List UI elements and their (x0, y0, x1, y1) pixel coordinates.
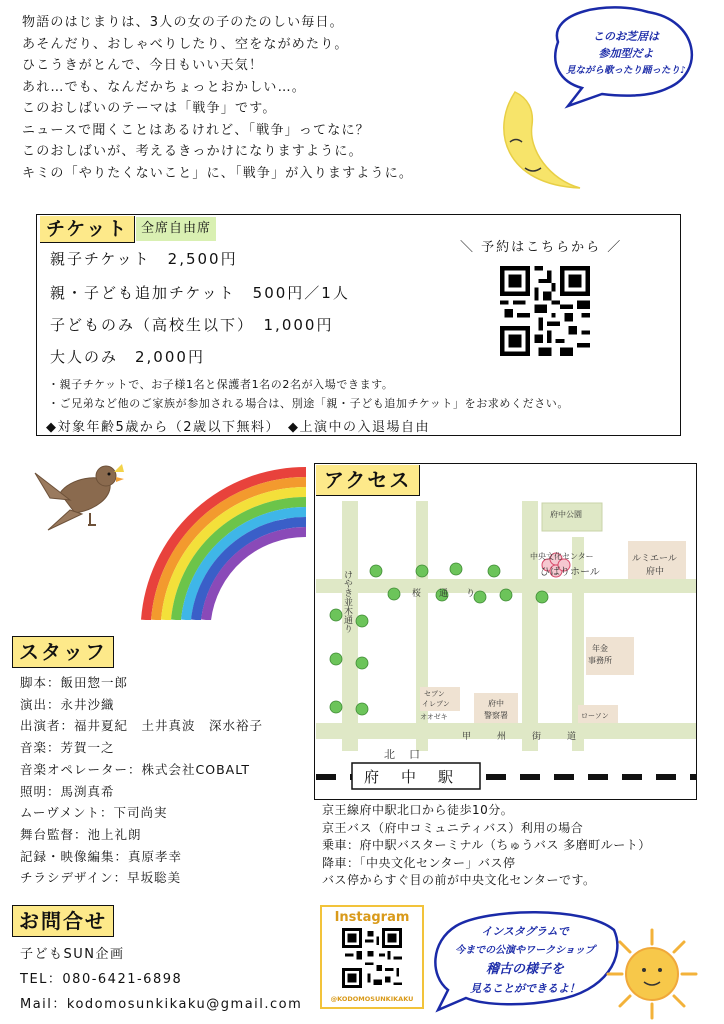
map-label-hall: 中央文化センター (530, 552, 594, 561)
intro-line: このおしばいのテーマは「戦争」です。 (22, 101, 277, 116)
map-label-keyaki-street: けやき並木通り (342, 570, 352, 633)
ticket-note: ・親子チケットで、お子様1名と保護者1名の2名が入場できます。 (48, 378, 394, 391)
staff-line: チラシデザイン：早坂聡美 (20, 870, 182, 886)
reservation-qr-code[interactable] (500, 266, 590, 356)
access-line: 京王バス（府中コミュニティバス）利用の場合 (322, 820, 584, 835)
sun-illustration (602, 926, 702, 1022)
contact-list (20, 942, 302, 1017)
map-label-lumine-fuchu: 府中 (646, 567, 665, 577)
map-label-police: 府中 (488, 699, 504, 708)
map-label-koshu-road: 甲州街道 (462, 732, 603, 742)
intro-line: このおしばいが、考えるきっかけになりますように。 (22, 144, 363, 159)
bubble-top-line: このお芝居は (593, 30, 659, 43)
map-label-pension: 年金 (592, 644, 608, 653)
price-additional: 親・子ども追加チケット 500円／1人 (50, 284, 350, 302)
ticket-title: チケット (40, 216, 135, 243)
staff-title: スタッフ (12, 636, 114, 668)
staff-line: 演出：永井沙織 (20, 696, 115, 712)
access-line: バス停からすぐ目の前が中央文化センターです。 (322, 873, 596, 887)
map-label-north-exit: 北口 (384, 748, 434, 761)
access-line: 乗車：府中駅バスターミナル（ちゅうバス 多磨町ルート） (322, 838, 651, 852)
access-line: 降車：「中央文化センター」バス停 (322, 855, 516, 870)
map-label-sakura-street: 桜通り (412, 589, 494, 599)
price-child-only: 子どものみ（高校生以下） 1,000円 (50, 316, 334, 334)
staff-line: 脚本：飯田惣一郎 (20, 675, 129, 690)
bubble-bottom-line: 見ることができるよ！ (470, 982, 580, 995)
map-label-park: 府中公園 (550, 510, 582, 519)
staff-line: 音楽：芳賀一之 (20, 740, 115, 756)
bird-illustration (30, 458, 130, 538)
intro-line: キミの「やりたくないこと」に、「戦争」が入りますように。 (22, 165, 414, 181)
access-directions (322, 802, 712, 890)
bubble-top-line: 参加型だよ (598, 47, 654, 60)
map-label-pension-office: 事務所 (588, 656, 612, 665)
map-label-seven: セブン (424, 690, 445, 698)
reserve-label: ＼ 予約はこちらから ／ (460, 240, 623, 255)
bubble-top-text (556, 28, 696, 79)
map-label-police-station: 警察署 (484, 711, 508, 720)
staff-line: 記録・映像編集：真原孝幸 (20, 848, 183, 864)
intro-line: ひこうきがとんで、今日もいい天気！ (22, 58, 264, 73)
contact-email[interactable]: Mail：kodomosunkikaku@gmail.com (20, 997, 303, 1012)
staff-line: ムーヴメント：下司尚実 (20, 805, 168, 821)
price-parent-child: 親子チケット 2,500円 (50, 250, 238, 268)
staff-line: 出演者：福井夏紀 土井真波 深水裕子 (20, 718, 264, 734)
ticket-policy: ◆対象年齢5歳から（2歳以下無料） ◆上演中の入退場自由 (46, 420, 431, 435)
contact-org: 子どもSUN企画 (20, 947, 125, 962)
rainbow-illustration (126, 460, 306, 620)
bubble-top-line: 見ながら歌ったり踊ったり♪ (565, 65, 687, 76)
access-map (316, 497, 696, 797)
map-label-hall-name: ひばりホール (540, 567, 600, 578)
map-label-oozeki: オオゼキ (420, 713, 448, 721)
bubble-bottom-line: インスタグラムで (481, 925, 569, 938)
instagram-title: Instagram (334, 910, 410, 925)
intro-line: 物語のはじまりは、3人の女の子のたのしい毎日。 (22, 15, 344, 30)
instagram-qr-code[interactable] (342, 928, 402, 988)
ticket-note: ・ご兄弟など他のご家族が参加される場合は、別途「親・子ども追加チケット」をお求めください。 (48, 397, 570, 410)
map-label-lumine: ルミエール (632, 554, 677, 564)
intro-line: あそんだり、おしゃべりしたり、空をながめたり。 (22, 36, 349, 52)
intro-line: あれ…でも、なんだかちょっとおかしい…。 (22, 79, 307, 95)
staff-list (20, 672, 263, 889)
price-adult-only: 大人のみ 2,000円 (50, 348, 205, 366)
access-title: アクセス (316, 465, 420, 496)
map-label-eleven: イレブン (422, 700, 450, 708)
seating-badge: 全席自由席 (136, 217, 216, 241)
instagram-handle: @KODOMOSUNKIKAKU (330, 995, 414, 1003)
staff-line: 舞台監督：池上礼朗 (20, 826, 142, 842)
bubble-bottom-line: 稽古の様子を (485, 962, 564, 977)
bubble-bottom-text (440, 922, 610, 998)
intro-text (22, 12, 492, 184)
access-line: 京王線府中駅北口から徒歩10分。 (322, 803, 514, 817)
bubble-bottom-line: 今までの公演やワークショップ (455, 945, 595, 956)
map-label-lawson: ローソン (581, 712, 609, 720)
staff-line: 照明：馬渕真希 (20, 783, 115, 799)
intro-line: ニュースで聞くことはあるけれど、「戦争」ってなに？ (22, 122, 370, 138)
contact-title: お問合せ (12, 905, 114, 937)
map-label-station: 府中駅 (364, 768, 476, 786)
contact-phone[interactable]: TEL：080-6421-6898 (20, 972, 183, 987)
staff-line: 音楽オペレーター：株式会社COBALT (20, 761, 251, 777)
